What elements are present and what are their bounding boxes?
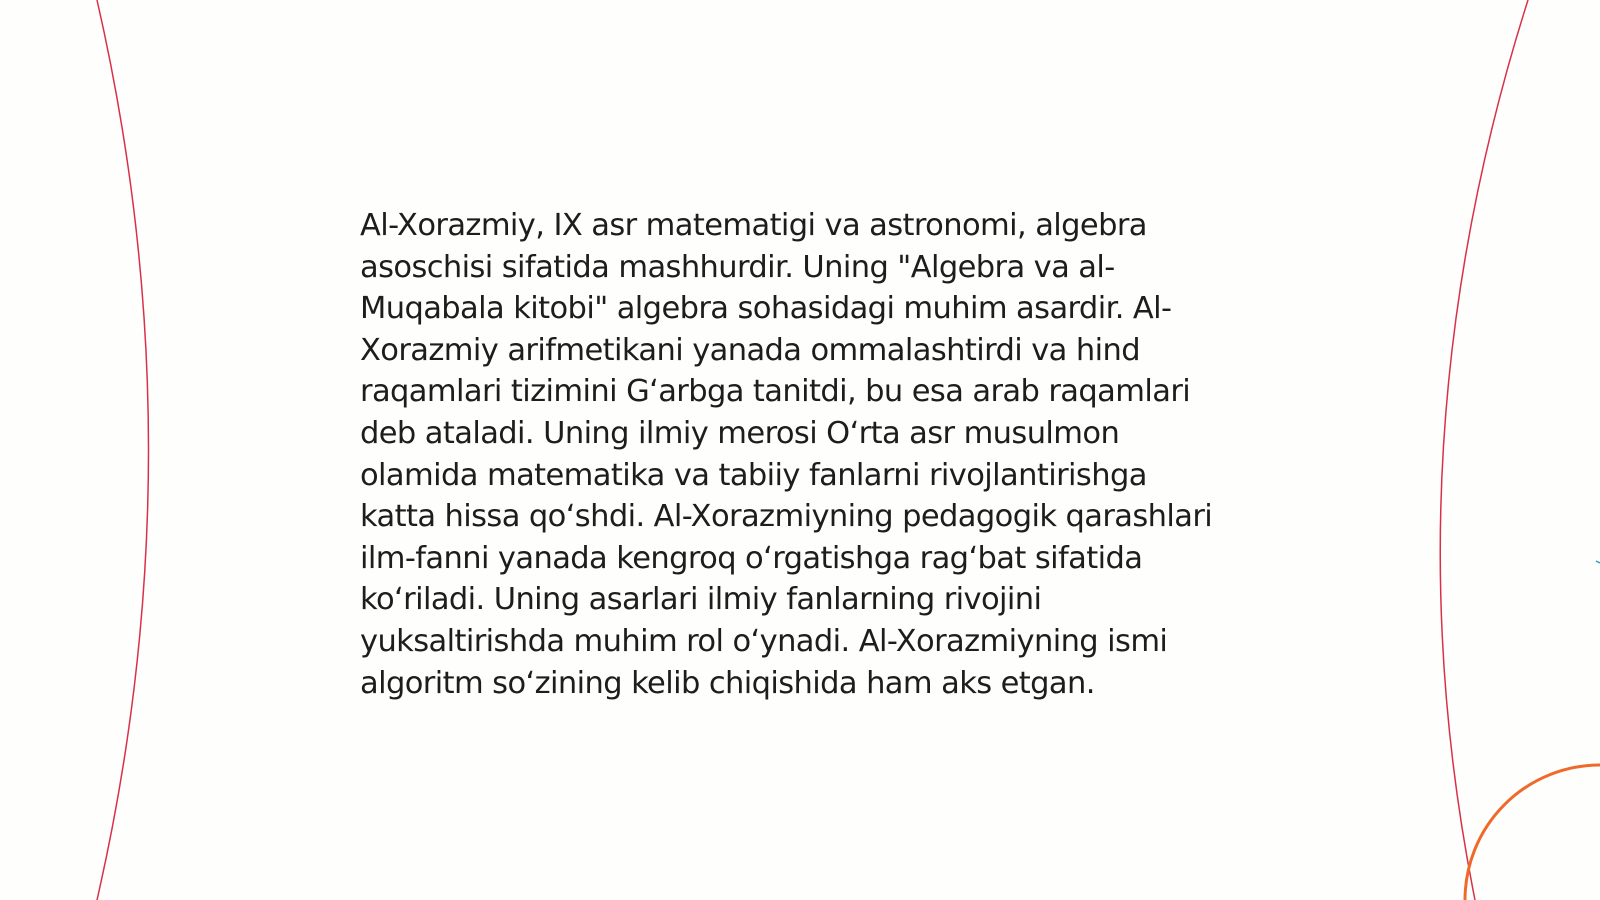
- right-arc: [1440, 0, 1528, 900]
- teal-accent-mark: [1596, 561, 1600, 563]
- body-paragraph: Al-Xorazmiy, IX asr matematigi va astronomi, algebra asoschisi sifatida mashhurdir. Uning "Algebra va al-Muqabala kitobi" algebra sohasidagi muhim asardir. Al-Xorazmiy arifmetikani yanada ommalashtirdi va hind raqamlari tizimini G‘arbga tanitdi, bu esa arab raqamlari deb ataladi. Uning ilmiy merosi O‘rta asr musulmon olamida matematika va tabiiy fanlarni rivojlantirishga katta hissa qo‘shdi. Al-Xorazmiyning pedagogik qarashlari ilm-fanni yanada kengroq o‘rgatishga rag‘bat sifatida ko‘riladi. Uning asarlari ilmiy fanlarning rivojini yuksaltirishda muhim rol o‘ynadi. Al-Xorazmiyning ismi algoritm so‘zining kelib chiqishida ham aks etgan.: [360, 208, 1213, 701]
- left-arc: [97, 0, 149, 900]
- orange-circle-arc: [1465, 765, 1600, 900]
